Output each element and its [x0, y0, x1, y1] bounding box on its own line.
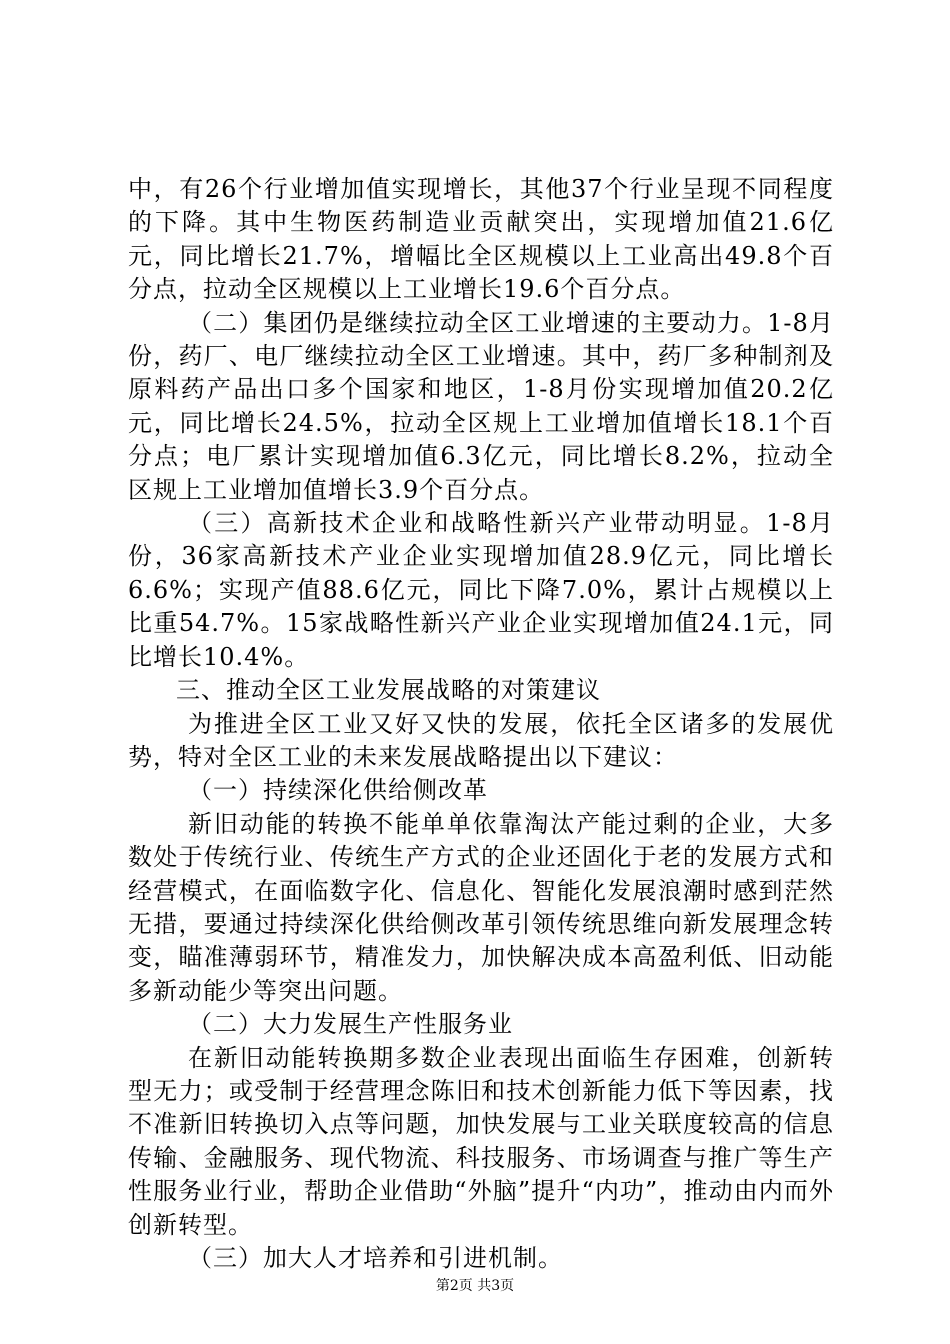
- paragraph-producer-services: 在新旧动能转换期多数企业表现出面临生存困难，创新转型无力；或受制于经营理念陈旧和技术创新能力低下等因素，找不准新旧转换切入点等问题，加快发展与工业关联度较高的信息传输、金融服务、现代物流、科技服务、市场调查与推广等生产性服务业行业，帮助企业借助“外脑”提升“内功”，推动由内而外创新转型。: [128, 1043, 834, 1239]
- subheading-producer-services: （二）大力发展生产性服务业: [188, 1010, 513, 1039]
- paragraph-continuation: 中，有26个行业增加值实现增长，其他37个行业呈现不同程度的下降。其中生物医药制造业贡献突出，实现增加值21.6亿元，同比增长21.7%，增幅比全区规模以上工业高出49.8个百分点，拉动全区规模以上工业增长19.6个百分点。: [128, 175, 834, 304]
- page-number-footer: 第2页 共3页: [435, 1278, 515, 1294]
- paragraph-high-tech: （三）高新技术企业和战略性新兴产业带动明显。1-8月份，36家高新技术产业企业实现增加值28.9亿元，同比增长6.6%；实现产值88.6亿元，同比下降7.0%，累计占规模以上比重54.7%。15家战略性新兴产业企业实现增加值24.1元，同比增长10.4%。: [128, 509, 834, 671]
- paragraph-intro-suggestions: 为推进全区工业又好又快的发展，依托全区诸多的发展优势，特对全区工业的未来发展战略提出以下建议：: [128, 709, 834, 771]
- section-heading-suggestions: 三、推动全区工业发展战略的对策建议: [176, 676, 601, 705]
- paragraph-supply-side-reform: 新旧动能的转换不能单单依靠淘汰产能过剩的企业，大多数处于传统行业、传统生产方式的企业还固化于老的发展方式和经营模式，在面临数字化、信息化、智能化发展浪潮时感到茫然无措，要通过持续深化供给侧改革引领传统思维向新发展理念转变，瞄准薄弱环节，精准发力，加快解决成本高盈利低、旧动能多新动能少等突出问题。: [128, 809, 834, 1005]
- document-body: [128, 173, 834, 1275]
- subheading-talent: （三）加大人才培养和引进机制。: [188, 1244, 563, 1272]
- paragraph-group-driver: （二）集团仍是继续拉动全区工业增速的主要动力。1-8月份，药厂、电厂继续拉动全区工业增速。其中，药厂多种制剂及原料药产品出口多个国家和地区，1-8月份实现增加值20.2亿元，同比增长24.5%，拉动全区规上工业增加值增长18.1个百分点；电厂累计实现增加值6.3亿元，同比增长8.2%，拉动全区规上工业增加值增长3.9个百分点。: [128, 308, 834, 504]
- subheading-supply-side-reform: （一）持续深化供给侧改革: [188, 776, 488, 805]
